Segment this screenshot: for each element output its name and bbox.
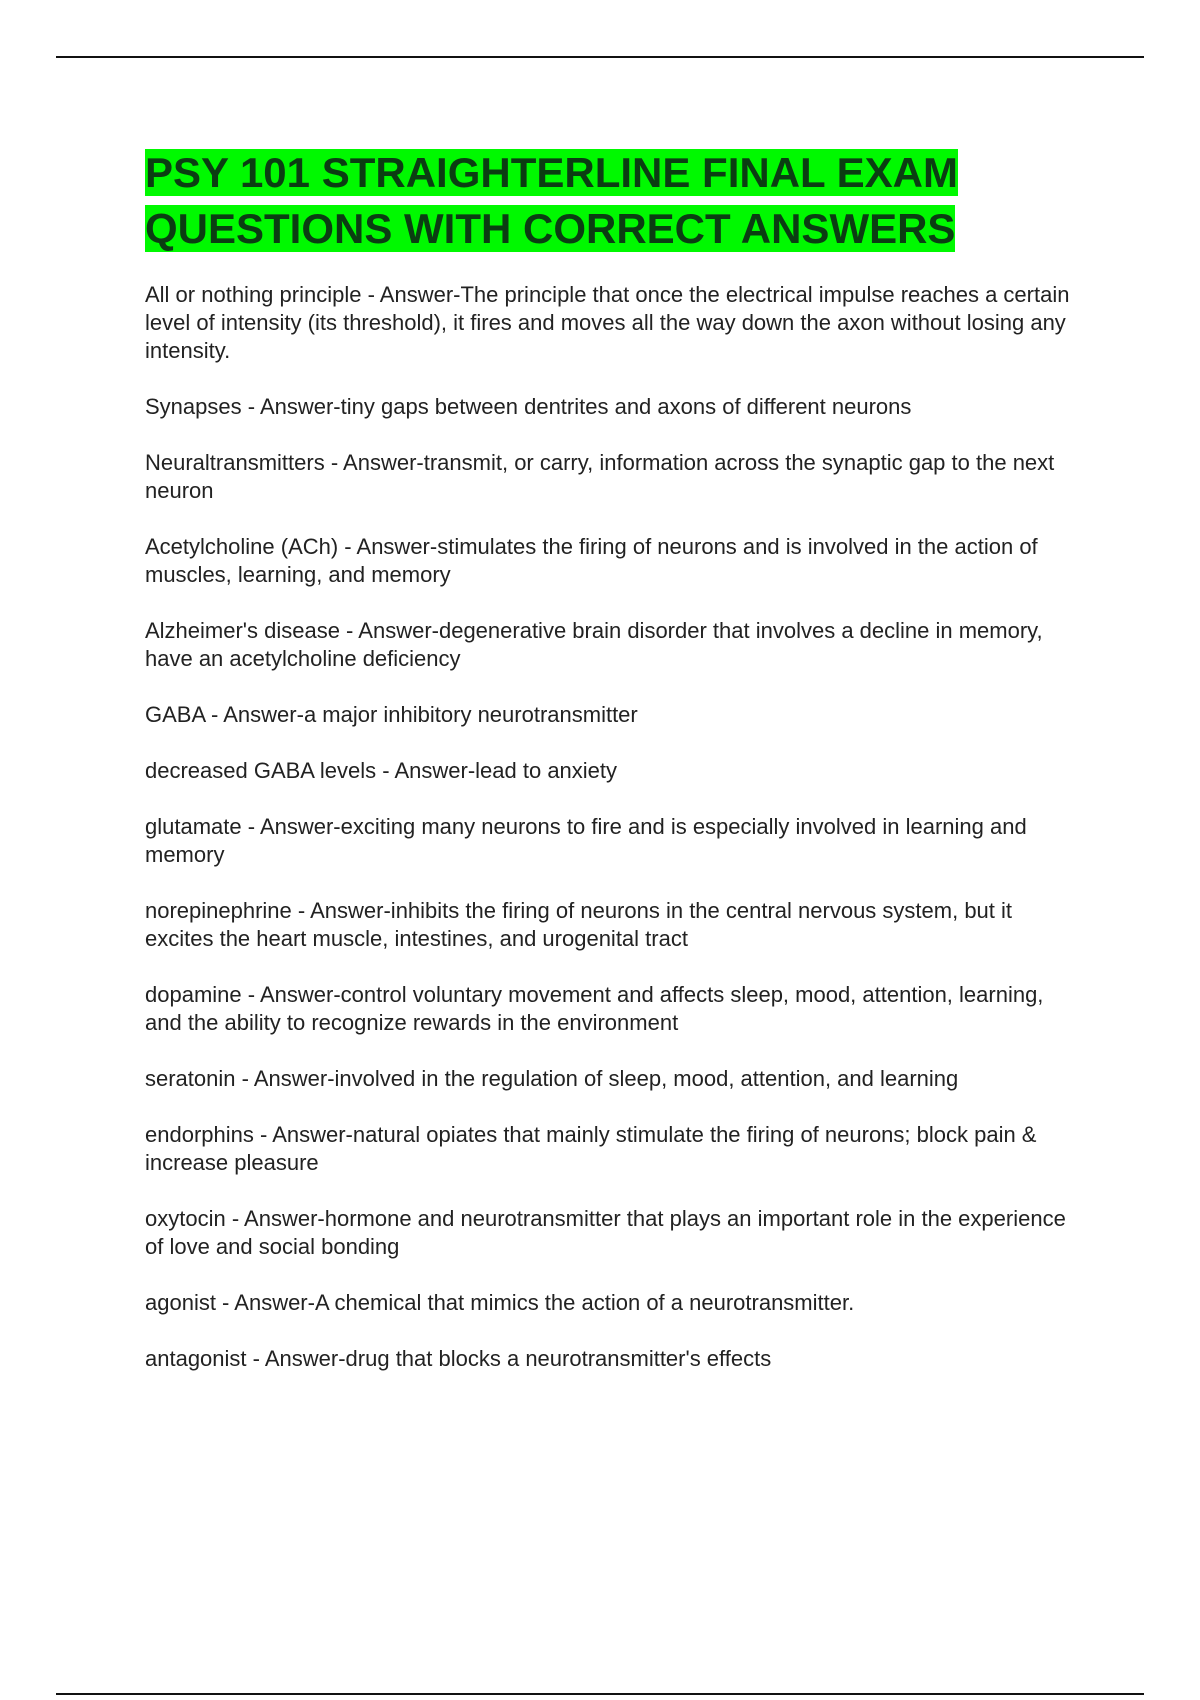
qa-entry: decreased GABA levels - Answer-lead to anxiety [145,758,618,783]
title-line-1: PSY 101 STRAIGHTERLINE FINAL EXAM [145,149,958,196]
qa-entry: Alzheimer's disease - Answer-degenerative brain disorder that involves a decline in memory, have an acetylcholine deficiency [145,618,1043,671]
qa-entry: endorphins - Answer-natural opiates that mainly stimulate the firing of neurons; block pain & increase pleasure [145,1122,1037,1175]
qa-entry: Acetylcholine (ACh) - Answer-stimulates the firing of neurons and is involved in the action of muscles, learning, and memory [145,534,1038,587]
top-divider [56,56,1144,58]
title-highlight [145,149,958,252]
title-line-2: QUESTIONS WITH CORRECT ANSWERS [145,205,956,252]
bottom-divider [56,1693,1144,1695]
qa-entry: antagonist - Answer-drug that blocks a neurotransmitter's effects [145,1346,772,1371]
qa-entry: glutamate - Answer-exciting many neurons to fire and is especially involved in learning and memory [145,814,1027,867]
qa-entry: GABA - Answer-a major inhibitory neurotransmitter [145,702,638,727]
qa-entry: agonist - Answer-A chemical that mimics the action of a neurotransmitter. [145,1290,855,1315]
qa-entry: oxytocin - Answer-hormone and neurotransmitter that plays an important role in the experience of love and social bonding [145,1206,1066,1259]
qa-entry: Neuraltransmitters - Answer-transmit, or carry, information across the synaptic gap to the next neuron [145,450,1055,503]
qa-entry: norepinephrine - Answer-inhibits the firing of neurons in the central nervous system, but it excites the heart muscle, intestines, and urogenital tract [145,898,1013,951]
qa-entry: All or nothing principle - Answer-The principle that once the electrical impulse reaches a certain level of intensity (its threshold), it fires and moves all the way down the axon without losing any intensity. [145,282,1070,363]
qa-list [145,281,1085,1373]
qa-entry: Synapses - Answer-tiny gaps between dentrites and axons of different neurons [145,394,912,419]
qa-entry: seratonin - Answer-involved in the regulation of sleep, mood, attention, and learning [145,1066,959,1091]
document-body [145,145,1085,1401]
qa-entry: dopamine - Answer-control voluntary movement and affects sleep, mood, attention, learning, and the ability to recognize rewards in the environment [145,982,1044,1035]
document-title [145,145,1085,257]
